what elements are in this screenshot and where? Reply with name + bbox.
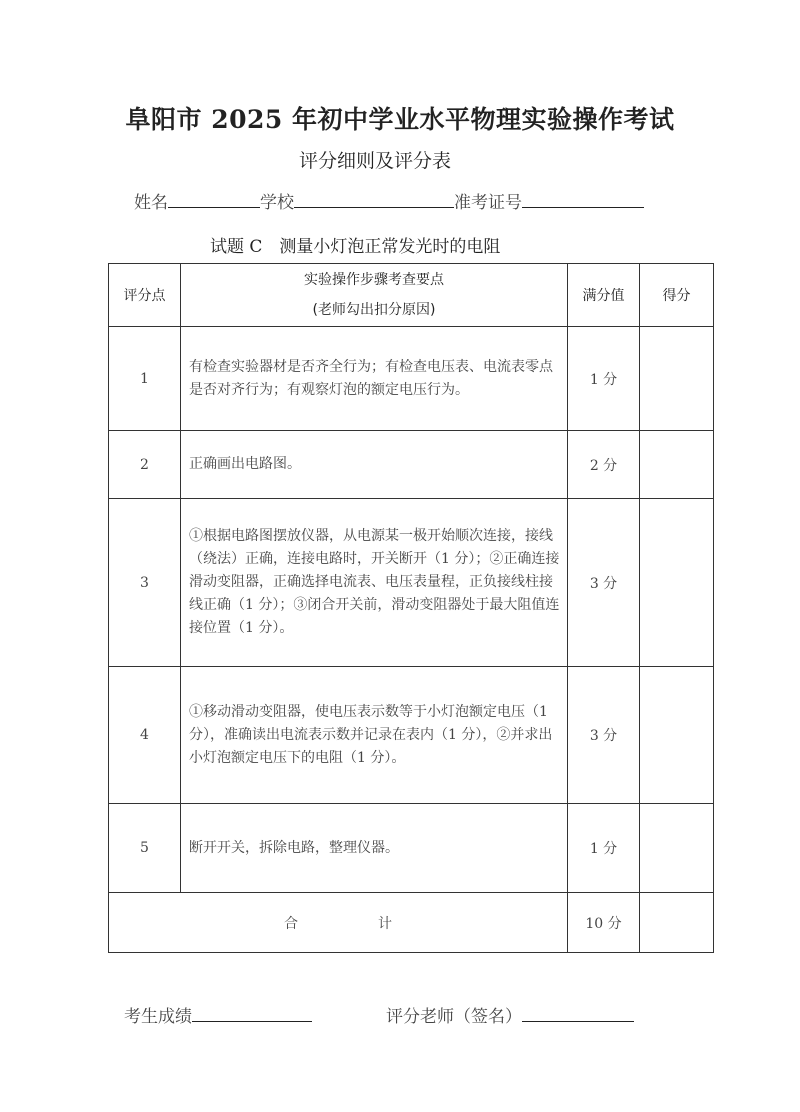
row-number: 5 bbox=[109, 804, 181, 893]
exam-id-label: 准考证号 bbox=[454, 193, 522, 213]
row-earned-score-cell[interactable] bbox=[640, 499, 714, 667]
total-label-part-2: 计 bbox=[378, 915, 392, 932]
table-row bbox=[109, 499, 714, 667]
table-header-row bbox=[109, 264, 714, 327]
total-label bbox=[109, 893, 568, 953]
signature-row bbox=[124, 1002, 634, 1027]
candidate-info-row bbox=[134, 188, 644, 213]
header-scoring-point: 评分点 bbox=[109, 264, 181, 327]
header-earned-score: 得分 bbox=[640, 264, 714, 327]
header-full-score: 满分值 bbox=[568, 264, 640, 327]
row-full-score: 2 分 bbox=[568, 431, 640, 499]
row-full-score: 3 分 bbox=[568, 499, 640, 667]
row-requirement: ①移动滑动变阻器，使电压表示数等于小灯泡额定电压（1 分），准确读出电流表示数并记录在表内（1 分），②并求出小灯泡额定电压下的电阻（1 分）。 bbox=[181, 667, 568, 804]
exam-question-title: 试题 C 测量小灯泡正常发光时的电阻 bbox=[210, 237, 501, 257]
total-full-score: 10 分 bbox=[568, 893, 640, 953]
table-row bbox=[109, 804, 714, 893]
row-number: 1 bbox=[109, 327, 181, 431]
row-earned-score-cell[interactable] bbox=[640, 667, 714, 804]
teacher-signature-blank[interactable] bbox=[522, 1003, 634, 1022]
row-earned-score-cell[interactable] bbox=[640, 327, 714, 431]
row-requirement: 断开开关，拆除电路，整理仪器。 bbox=[181, 804, 568, 893]
teacher-signature-label: 评分老师（签名） bbox=[386, 1007, 522, 1027]
student-score-blank[interactable] bbox=[192, 1003, 312, 1022]
row-earned-score-cell[interactable] bbox=[640, 431, 714, 499]
total-earned-score-cell[interactable] bbox=[640, 893, 714, 953]
row-full-score: 3 分 bbox=[568, 667, 640, 804]
table-row bbox=[109, 327, 714, 431]
row-requirement: 有检查实验器材是否齐全行为；有检查电压表、电流表零点是否对齐行为；有观察灯泡的额定电压行为。 bbox=[181, 327, 568, 431]
document-subtitle: 评分细则及评分表 bbox=[298, 150, 451, 172]
row-requirement: 正确画出电路图。 bbox=[181, 431, 568, 499]
exam-id-blank[interactable] bbox=[522, 189, 644, 208]
table-row bbox=[109, 667, 714, 804]
row-full-score: 1 分 bbox=[568, 327, 640, 431]
row-requirement: ①根据电路图摆放仪器，从电源某一极开始顺次连接，接线（绕法）正确，连接电路时，开关断开（1 分）；②正确连接滑动变阻器，正确选择电流表、电压表量程，正负接线柱接线正确（1 分）；③闭合开关前，滑动变阻器处于最大阻值连接位置（1 分）。 bbox=[181, 499, 568, 667]
row-earned-score-cell[interactable] bbox=[640, 804, 714, 893]
header-steps bbox=[181, 264, 568, 327]
header-steps-title: 实验操作步骤考查要点 bbox=[304, 272, 444, 288]
header-steps-note: (老师勾出扣分原因) bbox=[312, 302, 436, 318]
table-row bbox=[109, 431, 714, 499]
name-label: 姓名 bbox=[134, 193, 168, 213]
row-number: 4 bbox=[109, 667, 181, 804]
school-blank[interactable] bbox=[294, 189, 454, 208]
row-number: 2 bbox=[109, 431, 181, 499]
school-label: 学校 bbox=[260, 193, 294, 213]
total-label-part-1: 合 bbox=[284, 915, 298, 932]
row-full-score: 1 分 bbox=[568, 804, 640, 893]
student-score-label: 考生成绩 bbox=[124, 1007, 192, 1027]
row-number: 3 bbox=[109, 499, 181, 667]
document-title: 阜阳市 2025 年初中学业水平物理实验操作考试 bbox=[125, 105, 675, 134]
total-row bbox=[109, 893, 714, 953]
scoring-table bbox=[108, 263, 714, 953]
name-blank[interactable] bbox=[168, 189, 260, 208]
